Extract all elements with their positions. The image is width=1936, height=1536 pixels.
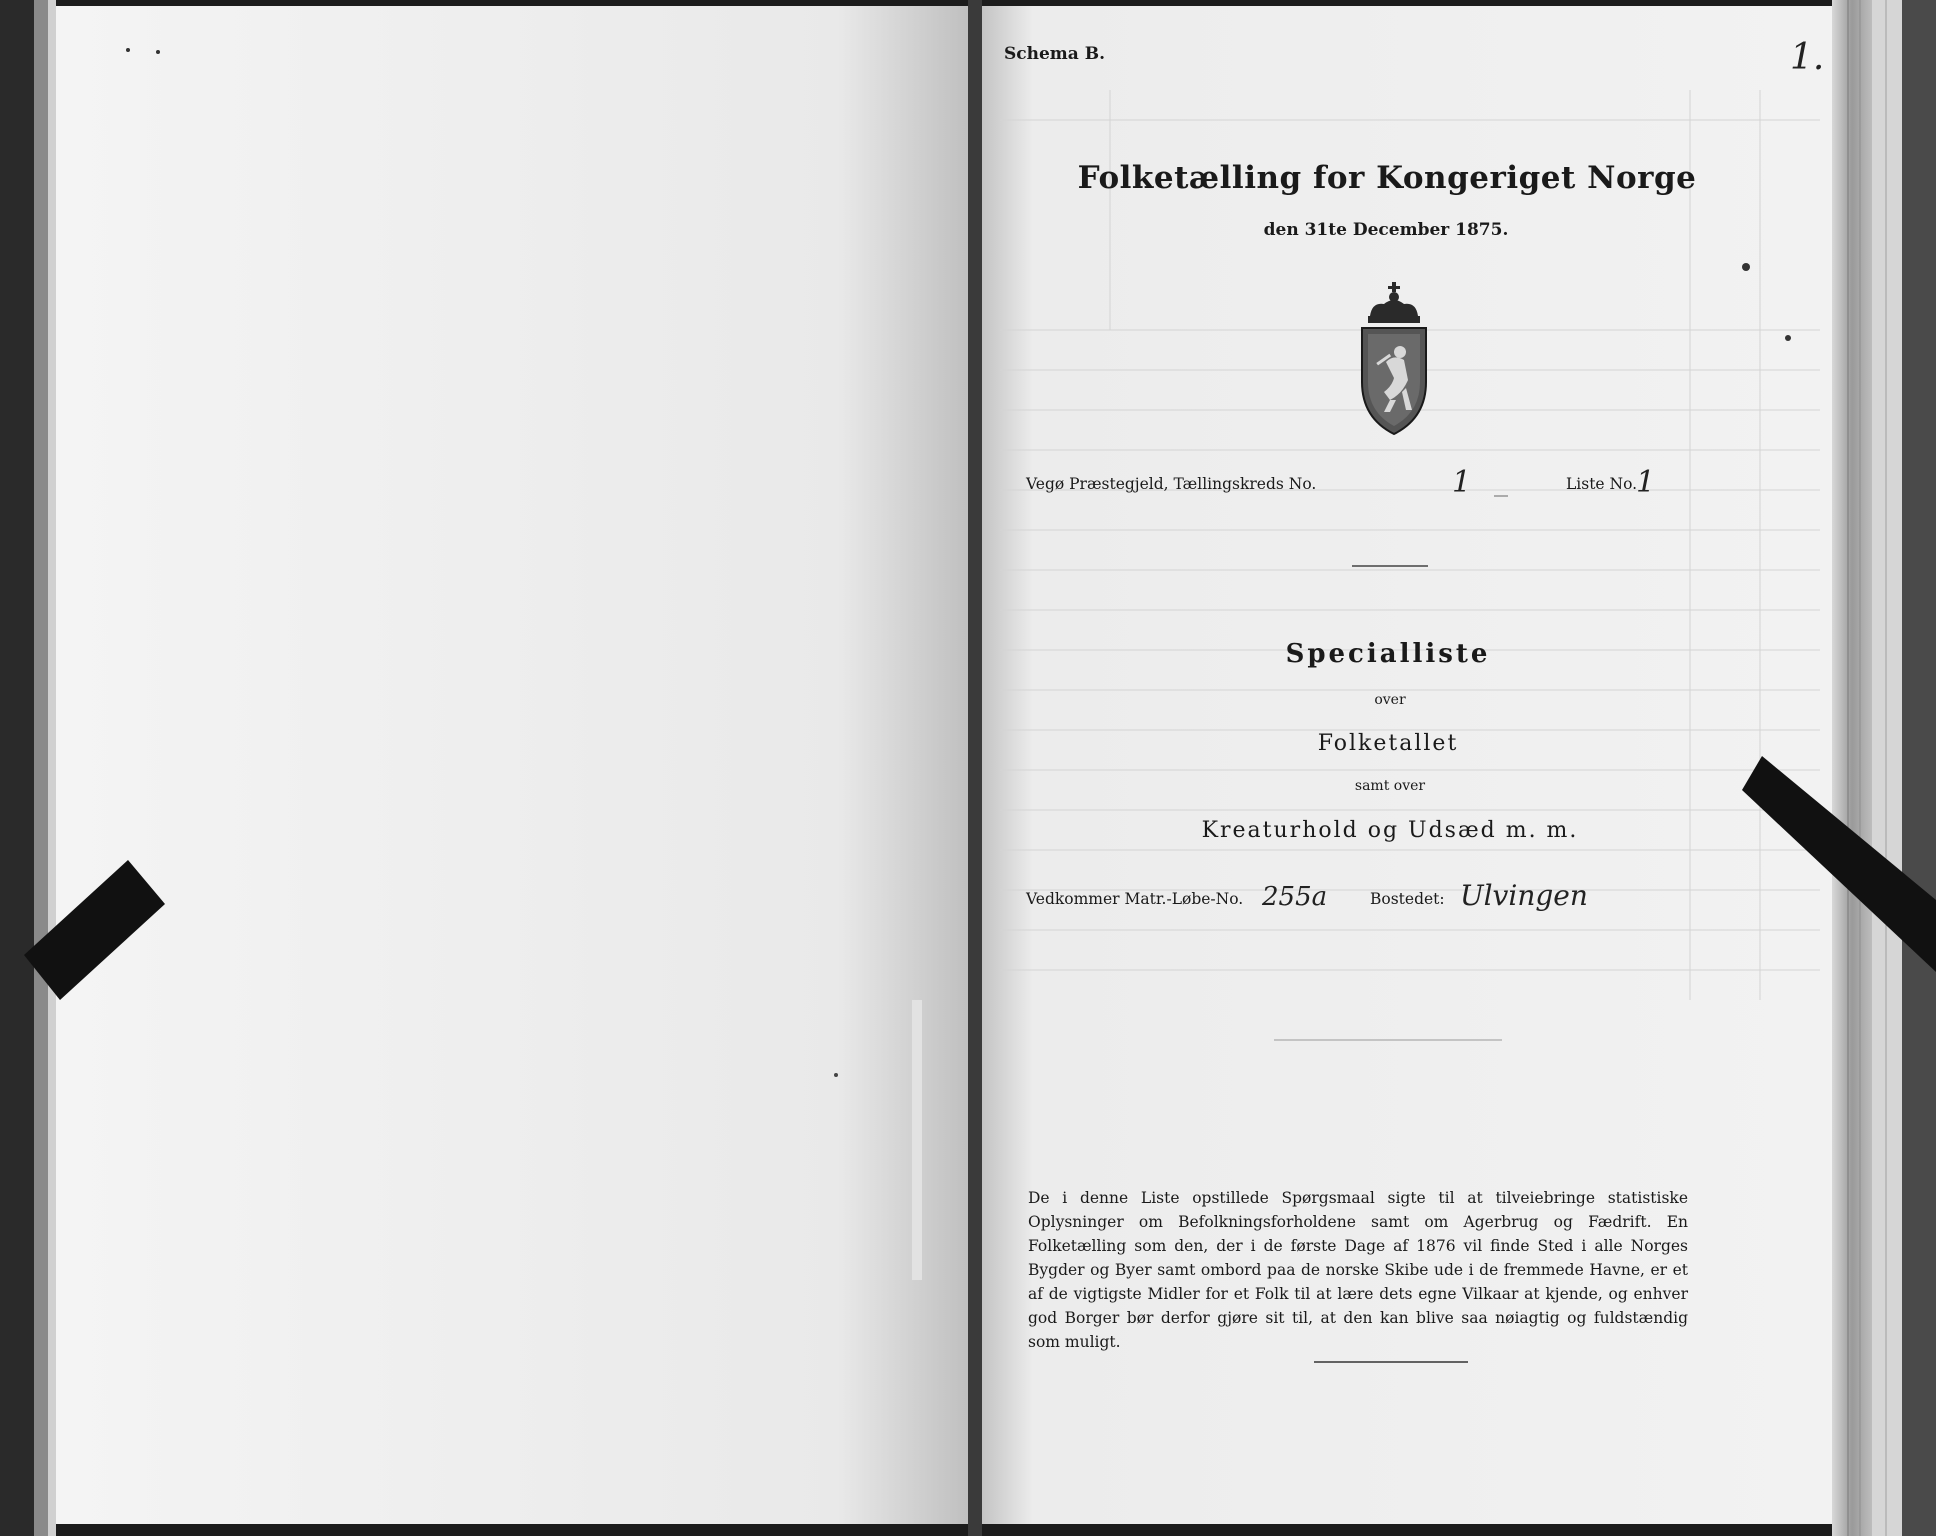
parish-line	[1026, 477, 1316, 493]
district-label: Tællingskreds No.	[1173, 475, 1317, 493]
page-title: Folketælling for Kongeriget Norge	[1077, 160, 1697, 196]
specialliste-heading: Specialliste	[1285, 639, 1491, 669]
district-value: 1	[1452, 465, 1472, 500]
folketallet-line: Folketallet	[1317, 731, 1459, 756]
schema-label: Schema B.	[1004, 44, 1106, 64]
livestock-line: Kreaturhold og Udsæd m. m.	[1201, 818, 1579, 843]
list-value: 1	[1636, 465, 1656, 500]
list-label: Liste No.	[1566, 475, 1638, 493]
over-line: over	[1374, 692, 1406, 708]
matr-label: Vedkommer Matr.-Løbe-No.	[1026, 890, 1244, 908]
bosted-label: Bostedet:	[1370, 890, 1445, 908]
intro-paragraph: De i denne Liste opstillede Spørgsmaal sigte til at tilveiebringe statistiske Oplysninger om Befolkningsforholdene samt om Agerbrug og Fædrift. En Folketælling som den, der i de første Dage af 1876 vil finde Sted i alle Norges Bygder og Byer samt ombord paa de norske Skibe ude i de fremmede Havne, er et af de vigtigste Midler for et Folk til at lære dets egne Vilkaar at kjende, og enhver god Borger bør derfor gjøre sit til, at den kan blive saa nøiagtig og fuldstændig som muligt.	[1028, 1189, 1688, 1351]
page-number: 1.	[1790, 37, 1825, 78]
coat-of-arms-emblem	[1356, 282, 1432, 436]
matr-value: 255a	[1262, 882, 1328, 912]
parish-label: Vegø Præstegjeld,	[1026, 475, 1169, 493]
bosted-value: Ulvingen	[1460, 879, 1588, 912]
samt-over-line: samt over	[1354, 778, 1426, 794]
date-line: den 31te December 1875.	[1263, 220, 1509, 240]
